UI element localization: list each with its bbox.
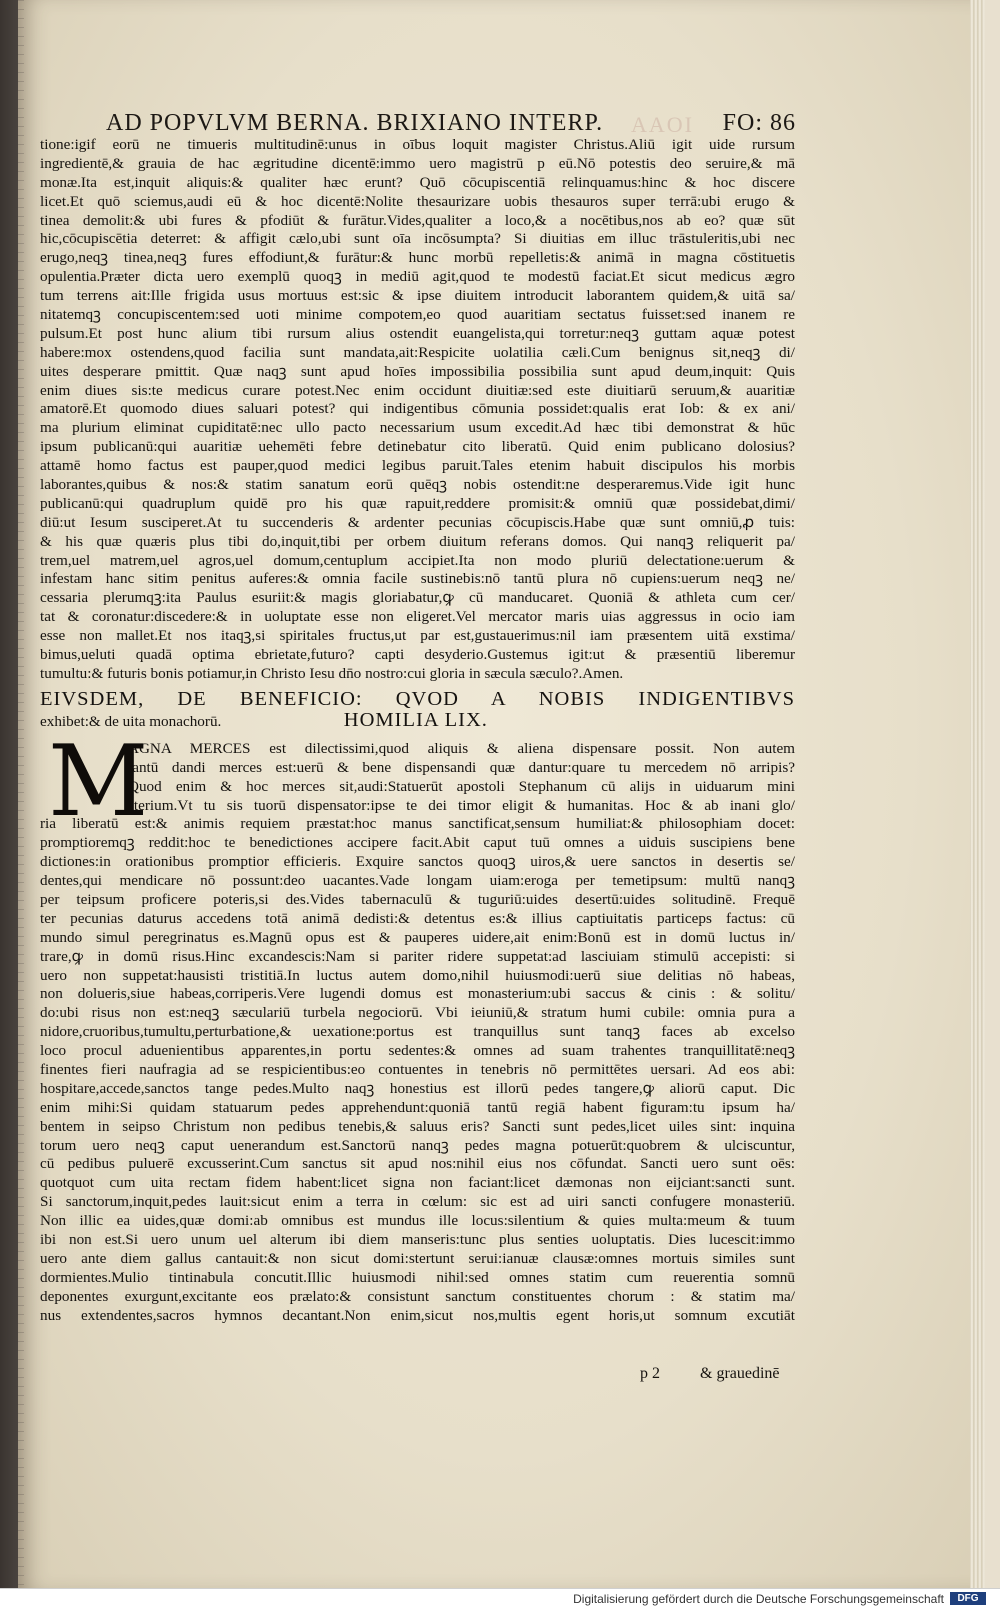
text-line: promptioremqꝫ reddit:hoc te benedictiones accipere facit.Abit caput tuū omnes a uiduis suscipiens bene bbox=[40, 834, 795, 852]
homily-lix bbox=[40, 724, 795, 1326]
homily-body bbox=[40, 815, 795, 1325]
drop-cap-initial: M bbox=[48, 724, 149, 839]
text-line: ter pecunias daturus accedens totā animā dedisti:& detentus es:& illius captiuitatis particeps factus: cū bbox=[40, 909, 795, 927]
text-line: & his quæ quæris plus tibi do,inquit,tibi per orbem diuitum referans domos. Qui nanqꝫ reliquerit pa/ bbox=[40, 532, 795, 550]
gutter-shadow bbox=[18, 0, 24, 1589]
text-line: mundo simul peregrinatus es.Magnū opus est & pauperes uidere,ait enim:Bonū est in domū luctus in/ bbox=[40, 928, 795, 946]
homily-number: HOMILIA LIX. bbox=[343, 708, 488, 731]
text-line: ibi non est.Si uero unum uel alterum ibi diem manseris:tunc plus senties uoluptatis. Dies lucescit:immo bbox=[40, 1230, 795, 1248]
text-line: Si sanctorum,inquit,pedes lauit:sicut enim a terra in cœlum: sic est ad uiri sancti confugere monasteriū. bbox=[40, 1193, 795, 1211]
homily-heading: EIVSDEM, DE BENEFICIO: QVOD A NOBIS INDIGENTIBVS bbox=[40, 687, 795, 710]
text-line: publicanū:qui quadruplum quidē pro his quæ rapuit,reddere promisit:& omniū quæ possidebat,dimi/ bbox=[40, 494, 795, 512]
text-line: amatorē.Et quomodo diues saluari potest? qui indigentibus cōmunia possidet:qualis erat Iob: & ex ani/ bbox=[40, 400, 795, 418]
digitization-footer bbox=[0, 1588, 1000, 1609]
folio-number: FO: 86 bbox=[722, 110, 796, 136]
funding-credit: Digitalisierung gefördert durch die Deutsche Forschungsgemeinschaft bbox=[573, 1592, 944, 1606]
text-line: dormientes.Mulio tintinabula concutit.Illic huiusmodi nihil:sed omnes statim cum reuerentia somnū bbox=[40, 1268, 795, 1286]
indented-lines bbox=[40, 740, 795, 816]
text-line: Non illic ea uides,quæ domi:ab omnibus est mundus ille locus:silentium & quies multa:meum & tuum bbox=[40, 1212, 795, 1230]
text-line: diū:ut Iesum susciperet.At tu succenderis & ardenter pecunias cōcupiscis.Habe quæ sunt omniū,ꝓ tuis: bbox=[40, 513, 795, 531]
show-through-text: AAOI bbox=[631, 112, 694, 137]
text-line: trare,ꝙ in domū risus.Hinc excandescis:Nam si pariter ridere suppetat:ad lasciuiam stimulū accepisti: si bbox=[40, 947, 795, 965]
text-line: erugo,neqꝫ tinea,neqꝫ fures effodiunt,& furātur:& hunc morbū repelletis:& animā in magna cōstituetis bbox=[40, 249, 795, 267]
text-line: finentes fieri naufragia ad se respicientibus:eo contuentes in tenebris nō permittētes uersari. Ad eos abi: bbox=[40, 1060, 795, 1078]
text-line: uero ante diem gallus cantauit:& non sicut domi:stertunt serui:ianuæ clausæ:omnes mortuis similes sunt bbox=[40, 1249, 795, 1267]
text-line: attamē homo factus est pauper,quod medici legibus paruit.Tales etenim habuit discipulos his morbis bbox=[40, 457, 795, 475]
text-line: uites desperare pmittit. Quæ naqꝫ sunt apud hoīes impossibilia possibilia sunt apud deum,inquit: Quis bbox=[40, 362, 795, 380]
text-line: hospitare,accede,sanctos tange pedes.Multo naqꝫ honestius est illorū pedes tangere,ꝙ aliorū caput. Dic bbox=[40, 1079, 795, 1097]
text-line: ria liberatū est:& animis requiem præstat:hoc manus sanctificat,sensum humiliat:& philosophiam docet: bbox=[40, 815, 795, 833]
text-line: Quod enim & hoc merces sit,audi:Statuerūt apostoli Stephanum cū alijs in uiduarum mini bbox=[128, 777, 795, 795]
book-page bbox=[18, 0, 985, 1589]
text-line: nidore,cruoribus,tumultu,perturbatione,& uexatione:portus est tranquillus sunt tanqꝫ faces ab excelso bbox=[40, 1023, 795, 1041]
homily-ending bbox=[40, 136, 795, 684]
text-line: sterium.Vt tu sis tuorū dispensator:ipse te dei timor eligit & humanitas. Hoc & ab inani glo/ bbox=[128, 796, 795, 814]
text-line: ipsum publicanū:qui auaritiæ uehemēti febre detinebatur cito liberatū. Quid enim publicano dolosius? bbox=[40, 438, 795, 456]
text-line: per teipsum proficere poteris,si des.Vides tabernaculū & tuguriū:uides desertū:uides solitudinē. Frequē bbox=[40, 890, 795, 908]
dfg-logo: DFG bbox=[950, 1592, 986, 1605]
text-line: dictiones:in orationibus promptior efficieris. Exquire sanctos quoqꝫ uiros,& uere sanctos in desertis se/ bbox=[40, 853, 795, 871]
text-line: tumultu:& futuris bonis potiamur,in Christo Iesu dn̄o nostro:cui gloria in sæcula sæculo?.Amen. bbox=[40, 664, 624, 682]
text-line: torum uero neqꝫ caput uenerandum est.Sanctorū nanqꝫ pedes magna potuerūt:quobrem & ulciscuntur, bbox=[40, 1136, 795, 1154]
text-line: ingredientē,& grauia de hac ægritudine dicentē:immo uero magistrū p eū.Nō potestis deo seruire,& mā bbox=[40, 154, 795, 172]
text-line: deponentes exurgunt,excitante eos prælato:& consistunt sanctum constituentes chorum : & statim ma/ bbox=[40, 1287, 795, 1305]
catchword: & grauedinē bbox=[700, 1365, 780, 1382]
homily-subheading bbox=[40, 710, 795, 730]
text-line: tantū dandi merces est:uerū & bene dispensandi quæ dantur:quare tu mercedem nō arripis? bbox=[128, 758, 795, 776]
text-line: loco procul aduenientibus apparentes,in portu sedentes:& omnes ad suam trahentes tranquillitatē:neqꝫ bbox=[40, 1042, 795, 1060]
text-line: pulsum.Et post hunc alium tibi rursum alius ostendit euangelista,qui torretur:neqꝫ guttam aquæ potest bbox=[40, 324, 795, 342]
text-line: do:ubi risus non est:neqꝫ sæculariū turbela negociorū. Vbi ieiuniū,& stratum humi cubile: omnia pura a bbox=[40, 1004, 795, 1022]
text-line: nitatemqꝫ concupiscentem:sed uoti minime compotem,eo quod auaritiam sectatus fuisset:sed inanem re bbox=[40, 306, 795, 324]
text-line: cū pedibus puluerē excusserint.Cum sanctus sit apud nos:nihil eius nos cōfundat. Sancti uero sunt oēs: bbox=[40, 1155, 795, 1173]
page-edges bbox=[970, 0, 985, 1589]
text-line: ma plurium eliminat cupiditatē:nec ullo pacto necessarium usum excedit.Ad hæc tibi demonstrat & hūc bbox=[40, 419, 795, 437]
text-line: trem,uel matrem,uel agros,uel domum,centuplum accipiet.Ita non modo pluriū delectatione:uerum & bbox=[40, 551, 795, 569]
text-line: monæ.Ita est,inquit aliquis:& qualiter hæc erunt? Quō cōcupiscentiā relinquamus:hinc & hoc discere bbox=[40, 173, 795, 191]
running-title: AD POPVLVM BERNA. BRIXIANO INTERP. bbox=[106, 110, 604, 136]
text-line: cessaria plerumqꝫ:ita Paulus esuriit:& magis gloriabatur,ꝙ cū manducaret. Quoniā & athleta cum cer/ bbox=[40, 589, 795, 607]
signature-line bbox=[640, 1365, 800, 1387]
text-line: non dolueris,siue habeas,corriperis.Vere lugendi domus est monasterium:ubi saccus & cinis : & solitu/ bbox=[40, 985, 795, 1003]
text-line: tinea demolit:& ubi fures & pfodiūt & furātur.Vides,qualiter a loco,& a nocētibus,nos ab eo? quæ sūt bbox=[40, 211, 795, 229]
text-line: dentes,qui mendicare nō possunt:deo uacantes.Vade longam uiam:eroga per temetipsum: multū nanqꝫ bbox=[40, 872, 795, 890]
text-line: enim diues sis:te medicus curare potest.Nec enim occidunt diuitiæ:sed este diuitiarū seruum,& auaritiæ bbox=[40, 381, 795, 399]
text-line: quotquot cum uita rectam fidem habent:licet signa non faciant:licet dæmonas non eijciant:sancti sunt. bbox=[40, 1174, 795, 1192]
text-line: tat & coronatur:discedere:& in uoluptate esse non eligeret.Vel mercator maris uias aggressus in ocio iam bbox=[40, 608, 795, 626]
text-line: uero non suppetat:hausisti tristitiā.In luctus autem domo,nihil huiusmodi:uerū siue delitias nō habeas, bbox=[40, 966, 795, 984]
text-line: esse non mallet.Et nos itaqꝫ,si spiritales fructus,ut par est,gustauerimus:nil iam præsentem uitā exstima/ bbox=[40, 627, 795, 645]
main-text bbox=[40, 136, 795, 1325]
text-line: laborantes,quibus & nos:& statim sanatum eorū quēqꝫ nobis ostendit:ne desperaremus.Vide igit hunc bbox=[40, 476, 795, 494]
signature-mark: p 2 bbox=[640, 1365, 660, 1382]
text-line: opulentia.Præter dicta uero exemplū quoqꝫ in mediū agit,quod te modestū faciat.Et sicut medicus ægro bbox=[40, 268, 795, 286]
text-line: hic,cōcupiscētia deterret: & affigit cælo,ubi sunt oīa incōsumpta? Si diuitias em illuc trāstuleritis,ubi nec bbox=[40, 230, 795, 248]
text-line: enim mihi:Si quidam statuarum pedes apprehendunt:quoniā tantū regiā habent figuram:tu ipsum ha/ bbox=[40, 1098, 795, 1116]
text-line: nus extendentes,sacros hymnos decantant.Non enim,sicut nos,multis egent horis,ut somnum excutiāt bbox=[40, 1306, 795, 1324]
text-line: habere:mox ostendens,quod facilia sunt mandata,ait:Respicite uolatilia cæli.Cum benignus sit,neqꝫ di/ bbox=[40, 343, 795, 361]
text-line: licet.Et quō sciemus,audi eū & hoc dicentē:Nolite thesaurizare uobis thesauros super terrā:ubi erugo & bbox=[40, 192, 795, 210]
text-line: infestam hanc sitim penitus auferes:& omnia facile sustinebis:nō tantū plura nō cupiens:uerum neqꝫ ne/ bbox=[40, 570, 795, 588]
subheading-text: exhibet:& de uita monachorū. bbox=[40, 712, 222, 730]
text-line: AGNA MERCES est dilectissimi,quod aliquis & aliena dispensare possit. Non autem bbox=[128, 739, 795, 757]
text-line: tum terrens ait:Ille frigida usus mortuus est:sic & ipse diuitem introducit laborantem quidem,& uitā sa/ bbox=[40, 287, 795, 305]
text-line: tione:igif eorū ne timueris multitudinē:unus in oībus loquit magister Christus.Aliū igit uide rursum bbox=[40, 136, 795, 153]
text-line: bentem in seipso Christum non pedibus tenebis,& saluus eris? Sancti sunt pedes,licet uiles sint: inquina bbox=[40, 1117, 795, 1135]
text-line: bimus,ueluti quadā optima ebrietate,futuro? capti desyderio.Gustemus igit:ut & præsentiū liberemur bbox=[40, 646, 795, 664]
